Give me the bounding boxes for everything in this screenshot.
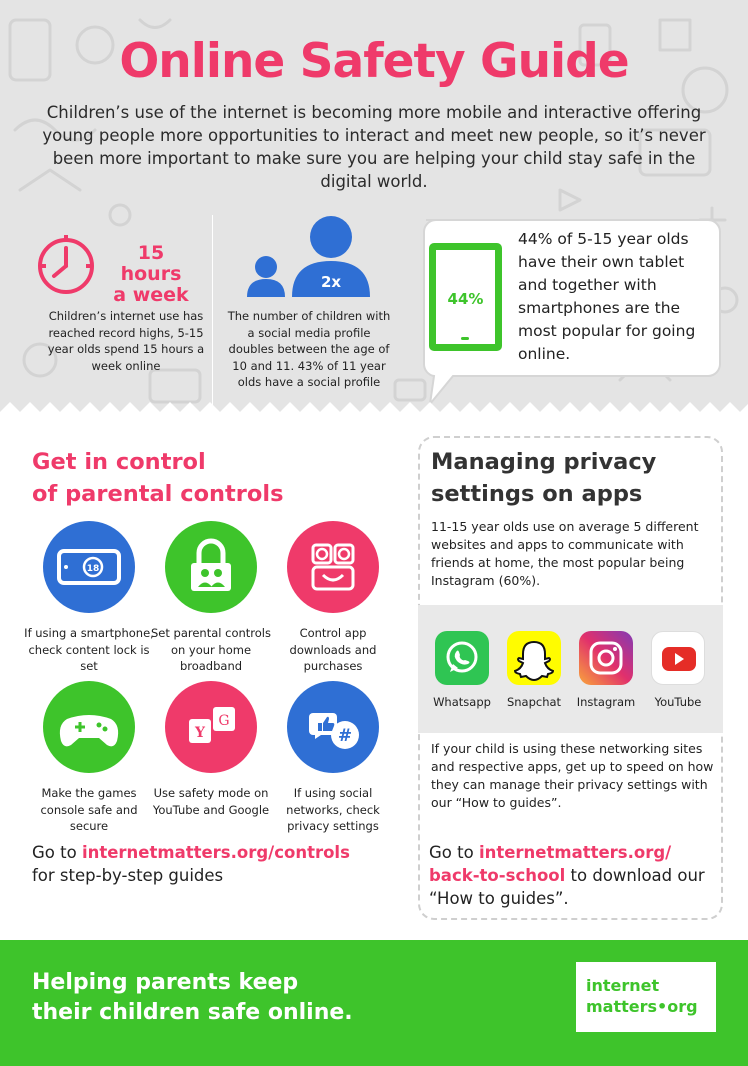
app-instagram [571, 631, 641, 709]
youtube-icon [651, 631, 705, 685]
tablet-stat-value: 44% [447, 290, 484, 308]
control-item-safety-mode [146, 681, 276, 818]
whatsapp-icon [435, 631, 489, 685]
control-item-apps [268, 521, 398, 675]
app-youtube [643, 631, 713, 709]
svg-text:18: 18 [86, 564, 100, 574]
control-item-smartphone [24, 521, 154, 675]
privacy-cta-suffix: to download our “How to guides”. [429, 866, 705, 908]
privacy-intro: 11-15 year olds use on average 5 different websites and apps to communicate with friends at home, the most popular being Instagram (60%). [431, 519, 699, 588]
controls-cta-suffix: for step-by-step guides [32, 866, 224, 885]
control-item-broadband [146, 521, 276, 675]
hours-stat-text: Children’s internet use has reached record highs, 5-15 year olds spend 15 hours a week online [47, 309, 205, 373]
control-label: Control app downloads and purchases [289, 626, 377, 673]
logo-line1: internet [586, 976, 660, 995]
svg-text:G: G [218, 713, 230, 729]
footer-tagline-line2: their children safe online. [32, 1000, 353, 1025]
controls-heading-line2: of parental controls [32, 481, 284, 507]
snapchat-icon [507, 631, 561, 685]
smartphone-icon [43, 521, 135, 613]
app-snapchat [499, 631, 569, 709]
privacy-cta [429, 841, 719, 910]
apps-icon [287, 521, 379, 613]
svg-text:Y: Y [195, 725, 205, 741]
logo-line2: matters•org [586, 997, 698, 1016]
tablet-home-button [461, 337, 469, 340]
privacy-cta-prefix: Go to [429, 843, 479, 862]
app-name: Snapchat [506, 695, 562, 709]
app-name: Whatsapp [433, 695, 491, 709]
app-whatsapp [427, 631, 497, 709]
privacy-body: If your child is using these networking sites and respective apps, get up to speed on how they can manage their privacy settings with our “How to guides”. [431, 741, 714, 810]
tablet-icon [429, 243, 502, 351]
app-name: YouTube [654, 695, 702, 709]
zigzag-divider [0, 402, 748, 432]
stat-divider [212, 215, 213, 405]
internet-matters-logo[interactable] [576, 962, 716, 1032]
controls-heading-line1: Get in control [32, 449, 206, 475]
social-multiplier: 2x [320, 273, 342, 291]
hours-headline-line2: a week [113, 284, 189, 306]
hours-headline-line1: 15 hours [120, 242, 182, 285]
like-hashtag-icon [287, 681, 379, 773]
footer-tagline [32, 968, 452, 1028]
gamepad-icon [43, 681, 135, 773]
privacy-heading [431, 446, 716, 510]
privacy-link-part1[interactable]: internetmatters.org/ [478, 843, 672, 862]
control-label: If using social networks, check privacy settings [286, 786, 380, 833]
tablet-stat-text: 44% of 5-15 year olds have their own tablet and together with smartphones are the most popular for going online. [518, 230, 696, 363]
controls-link[interactable]: internetmatters.org/controls [81, 843, 350, 862]
control-item-social [268, 681, 398, 835]
intro-paragraph: Children’s use of the internet is becoming more mobile and interactive offering young people more opportunities to interact and meet new people, so it’s never been more important to make sure you are helping your child stay safe in the digital world. [42, 103, 706, 191]
control-item-console [24, 681, 154, 835]
hours-headline [106, 243, 196, 306]
controls-cta [32, 841, 402, 887]
privacy-link-part2[interactable]: back-to-school [429, 866, 566, 885]
instagram-icon [579, 631, 633, 685]
page-title: Online Safety Guide [119, 34, 629, 89]
svg-text:#: # [337, 726, 353, 746]
control-label: If using a smartphone, check content lock is set [24, 626, 154, 673]
footer-tagline-line1: Helping parents keep [32, 970, 299, 995]
app-name: Instagram [576, 695, 636, 709]
padlock-icon [165, 521, 257, 613]
control-label: Make the games console safe and secure [40, 786, 138, 833]
controls-heading [32, 446, 392, 510]
clock-icon [34, 232, 98, 296]
control-label: Use safety mode on YouTube and Google [152, 786, 270, 817]
controls-cta-prefix: Go to [32, 843, 82, 862]
youtube-google-icon [165, 681, 257, 773]
privacy-heading-line2: settings on apps [431, 481, 643, 507]
people-icon [245, 215, 380, 297]
privacy-heading-line1: Managing privacy [431, 449, 657, 475]
social-stat-text: The number of children with a social media profile doubles between the age of 10 and 11. 43% of 11 year olds have a social profile [227, 309, 391, 389]
control-label: Set parental controls on your home broadband [151, 626, 271, 673]
